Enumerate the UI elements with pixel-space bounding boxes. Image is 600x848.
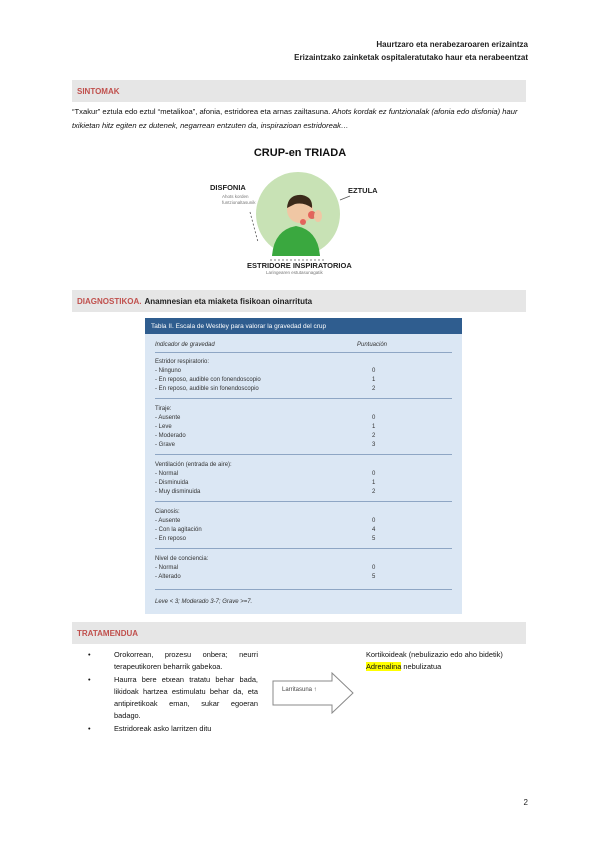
treatment-corticoids: Kortikoideak (nebulizazio edo aho bidetik)	[366, 650, 503, 659]
symptoms-heading-text: SINTOMAK	[77, 86, 120, 96]
symptoms-paragraph	[72, 105, 528, 132]
triad-label-estridore: ESTRIDORE INSPIRATORIOA	[247, 261, 352, 270]
arrow-right-icon	[272, 672, 354, 714]
list-item: • Haurra bere etxean tratatu behar bada, likidoak hartzea estimulatu behar da, eta antipiretikoak eman, sukar egoeran badago.	[88, 675, 258, 720]
westley-group-heading: Ventilación (entrada de aire):	[155, 462, 232, 468]
section-diagnosis-heading	[72, 290, 526, 312]
bullet-icon: •	[88, 724, 91, 733]
triad-label-disfonia: DISFONIA	[210, 183, 246, 192]
section-symptoms-heading	[72, 80, 526, 102]
westley-row: - Ninguno 0	[155, 368, 376, 374]
westley-group-heading: Estridor respiratorio:	[155, 359, 210, 365]
westley-row: - En reposo 5	[155, 536, 376, 542]
treatment-adrenaline: Adrenalina nebulizatua	[366, 662, 442, 671]
westley-row: - Normal 0	[155, 565, 376, 571]
page-number: 2	[523, 798, 528, 807]
triad-label-eztula: EZTULA	[348, 186, 378, 195]
westley-divider	[155, 501, 452, 502]
westley-row: - Alterado 5	[155, 574, 376, 580]
westley-row: - Con la agitación 4	[155, 527, 376, 533]
westley-row: - Grave 3	[155, 442, 376, 448]
triad-sub-estridore: Laringearen estutasunagatik	[266, 270, 323, 275]
treatment-right-text	[366, 649, 526, 673]
westley-col-indicator: Indicador de gravedad	[155, 342, 215, 348]
symptoms-text: “Txakur” eztula edo eztul “metalikoa”, afonia, estridorea eta arnas zailtasuna.	[72, 107, 331, 116]
list-item: • Estridoreak asko larritzen ditu	[88, 724, 212, 733]
westley-footer: Leve < 3; Moderado 3-7; Grave >=7.	[155, 599, 253, 605]
highlighted-text: Adrenalina	[366, 662, 402, 671]
symptoms-text-italic: Ahots kordak ez funtzionalak (afonia edo disfonia) haur txikietan hitz egiten ez dutenek, negarrean entzuten da, inspirazioan estridoreak…	[72, 107, 518, 130]
westley-row: - Leve 1	[155, 424, 376, 430]
diagnosis-heading-rest: Anamnesian eta miaketa fisikoan oinarrituta	[144, 296, 313, 306]
arrow-label: Larritasuna ↑	[282, 687, 317, 693]
list-item: • Orokorrean, prozesu onbera; neurri terapeutikoren beharrik gabekoa.	[88, 650, 258, 671]
westley-divider	[155, 352, 452, 353]
westley-table-title: Tabla II. Escala de Westley para valorar la gravedad del crup	[145, 318, 462, 334]
treatment-heading-text: TRATAMENDUA	[77, 628, 139, 638]
westley-row: - Moderado 2	[155, 433, 376, 439]
triad-diagram	[200, 160, 400, 280]
header-subtitle: Erizaintzako zainketak ospitaleratutako haur eta nerabeentzat	[294, 53, 528, 62]
westley-row: - Disminuida 1	[155, 480, 376, 486]
westley-row: - Muy disminuida 2	[155, 489, 376, 495]
header-title: Haurtzaro eta nerabezaroaren erizaintza	[376, 40, 528, 49]
westley-row: - Ausente 0	[155, 415, 376, 421]
westley-row: - Normal 0	[155, 471, 376, 477]
westley-group-heading: Tiraje:	[155, 406, 172, 412]
bullet-icon: •	[88, 675, 91, 684]
westley-row: - En reposo, audible sin fonendoscopio 2	[155, 386, 376, 392]
westley-group-heading: Cianosis:	[155, 509, 180, 515]
westley-divider	[155, 548, 452, 549]
westley-divider	[155, 454, 452, 455]
westley-row: - Ausente 0	[155, 518, 376, 524]
bullet-icon: •	[88, 650, 91, 659]
diagnosis-heading-text: DIAGNOSTIKOA.	[77, 296, 142, 306]
triad-title: CRUP-en TRIADA	[253, 147, 347, 159]
westley-table	[145, 318, 462, 614]
westley-row: - En reposo, audible con fonendoscopio 1	[155, 377, 376, 383]
westley-col-score: Puntuación	[357, 342, 388, 348]
triad-sub-disfonia: Ahots korden funtzionaltasunik	[222, 194, 256, 205]
treatment-list	[88, 649, 258, 736]
westley-group-heading: Nivel de conciencia:	[155, 556, 209, 562]
westley-divider	[155, 398, 452, 399]
westley-divider	[155, 589, 452, 590]
section-treatment-heading	[72, 622, 526, 644]
